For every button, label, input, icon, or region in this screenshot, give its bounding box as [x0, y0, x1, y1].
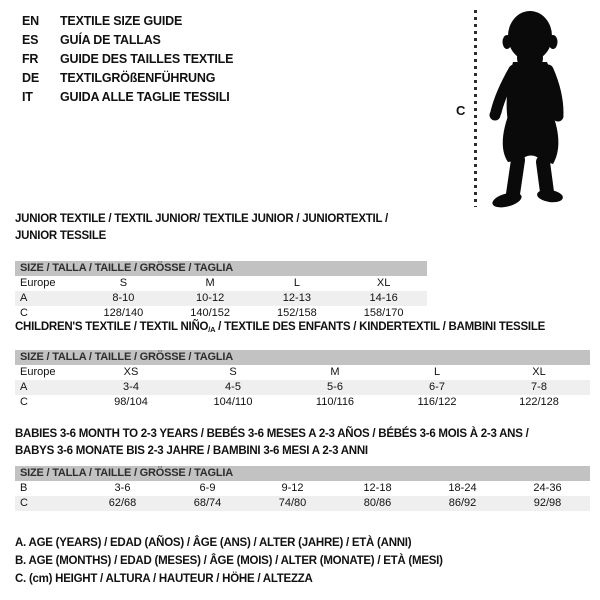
- language-row-de: [22, 68, 233, 87]
- language-code: DE: [22, 70, 39, 85]
- language-row-fr: [22, 49, 233, 68]
- height-dotted-line: [474, 10, 477, 207]
- size-header-bar: SIZE / TALLA / TAILLE / GRÖSSE / TAGLIA: [15, 466, 590, 481]
- babies-textile-section: [15, 426, 590, 511]
- legend-line-c: C. (cm) HEIGHT / ALTURA / HAUTEUR / HÖHE / ALTEZZA: [15, 573, 313, 585]
- size-cell: 14-16: [369, 292, 398, 304]
- size-cell: S: [119, 277, 128, 289]
- size-cell: 4-5: [225, 381, 241, 393]
- size-header-bar: SIZE / TALLA / TAILLE / GRÖSSE / TAGLIA: [15, 261, 427, 276]
- babies-table-title: [15, 426, 590, 460]
- row-label: C: [20, 497, 28, 509]
- language-row-en: [22, 11, 233, 30]
- size-cell: 140/152: [190, 307, 230, 319]
- size-cell: M: [330, 366, 340, 378]
- size-cell: 158/170: [363, 307, 404, 319]
- size-cell: 8-10: [112, 292, 135, 304]
- title-part: CHILDREN'S TEXTILE / TEXTIL NIÑO: [15, 321, 209, 333]
- size-cell: 6-7: [429, 381, 445, 393]
- size-cell: M: [205, 277, 215, 289]
- size-cell: S: [229, 366, 237, 378]
- measurement-legend: [15, 534, 443, 588]
- title-subscript: /A: [208, 325, 216, 334]
- row-label: Europe: [20, 277, 56, 289]
- size-cell: 92/98: [533, 497, 562, 509]
- size-cell: 104/110: [213, 396, 253, 408]
- size-cell: 18-24: [448, 482, 477, 494]
- row-label: C: [20, 396, 28, 408]
- size-cell: L: [293, 277, 300, 289]
- legend-line-b: B. AGE (MONTHS) / EDAD (MESES) / ÂGE (MOIS) / ALTER (MONATE) / ETÀ (MESI): [15, 555, 443, 567]
- table-row: [15, 481, 590, 496]
- title-line-1: BABIES 3-6 MONTH TO 2-3 YEARS / BEBÉS 3-6 MESES A 2-3 AÑOS / BÉBÉS 3-6 MOIS À 2-3 ANS /: [15, 428, 529, 440]
- title-part: / TEXTILE DES ENFANTS / KINDERTEXTIL / BAMBINI TESSILE: [215, 321, 546, 333]
- size-cell: 74/80: [278, 497, 307, 509]
- table-row: [15, 395, 590, 410]
- table-row: [15, 291, 427, 306]
- size-cell: 152/158: [276, 307, 317, 319]
- language-row-es: [22, 30, 233, 49]
- childrens-table-rows: [15, 365, 590, 410]
- junior-table-title: JUNIOR TEXTILE / TEXTIL JUNIOR/ TEXTILE JUNIOR / JUNIORTEXTIL / JUNIOR TESSILE: [15, 213, 388, 242]
- babies-table-rows: [15, 481, 590, 511]
- legend-line-a: A. AGE (YEARS) / EDAD (AÑOS) / ÂGE (ANS) / ALTER (JAHRE) / ETÀ (ANNI): [15, 537, 412, 549]
- size-cell: 12-13: [282, 292, 311, 304]
- size-cell: XL: [376, 277, 391, 289]
- childrens-textile-section: [15, 319, 590, 410]
- size-cell: 12-18: [363, 482, 392, 494]
- table-row: [15, 276, 427, 291]
- size-cell: 6-9: [199, 482, 216, 494]
- row-label: A: [20, 292, 28, 304]
- table-row: [15, 365, 590, 380]
- size-cell: 5-6: [327, 381, 343, 393]
- language-row-it: [22, 87, 233, 106]
- size-cell: 68/74: [193, 497, 222, 509]
- toddler-silhouette-image: [482, 8, 574, 210]
- language-text: TEXTILGRÖßENFÜHRUNG: [60, 70, 216, 85]
- language-list: [22, 11, 233, 106]
- row-label: B: [20, 482, 28, 494]
- size-cell: L: [433, 366, 441, 378]
- language-text: GUÍA DE TALLAS: [60, 32, 161, 47]
- row-label: C: [20, 307, 28, 319]
- row-label: A: [20, 381, 28, 393]
- title-line-2: BABYS 3-6 MONATE BIS 2-3 JAHRE / BAMBINI 3-6 MESI A 2-3 ANNI: [15, 445, 368, 457]
- size-cell: 24-36: [533, 482, 562, 494]
- language-code: FR: [22, 51, 39, 66]
- size-cell: 10-12: [196, 292, 225, 304]
- size-cell: 86/92: [448, 497, 477, 509]
- size-cell: 98/104: [114, 396, 148, 408]
- size-cell: 3-4: [123, 381, 139, 393]
- size-cell: 116/122: [417, 396, 457, 408]
- junior-table-rows: [15, 276, 427, 321]
- table-row: [15, 380, 590, 395]
- size-cell: 9-12: [281, 482, 304, 494]
- size-cell: 110/116: [315, 396, 355, 408]
- size-cell: 3-6: [114, 482, 131, 494]
- size-cell: 80/86: [363, 497, 392, 509]
- language-text: TEXTILE SIZE GUIDE: [60, 13, 183, 28]
- junior-textile-section: [15, 211, 427, 321]
- height-measure-label: C: [456, 103, 466, 118]
- language-text: GUIDE DES TAILLES TEXTILE: [60, 51, 234, 66]
- size-cell: 7-8: [531, 381, 547, 393]
- size-cell: XS: [123, 366, 139, 378]
- size-cell: XL: [532, 366, 546, 378]
- size-cell: 128/140: [103, 307, 144, 319]
- language-code: IT: [22, 89, 33, 104]
- size-cell: 122/128: [519, 396, 559, 408]
- table-row: [15, 496, 590, 511]
- size-cell: 62/68: [108, 497, 137, 509]
- size-header-bar: SIZE / TALLA / TAILLE / GRÖSSE / TAGLIA: [15, 350, 590, 365]
- row-label: Europe: [20, 366, 56, 378]
- childrens-table-title: [15, 319, 590, 338]
- language-text: GUIDA ALLE TAGLIE TESSILI: [60, 89, 230, 104]
- language-code: EN: [22, 13, 39, 28]
- language-code: ES: [22, 32, 39, 47]
